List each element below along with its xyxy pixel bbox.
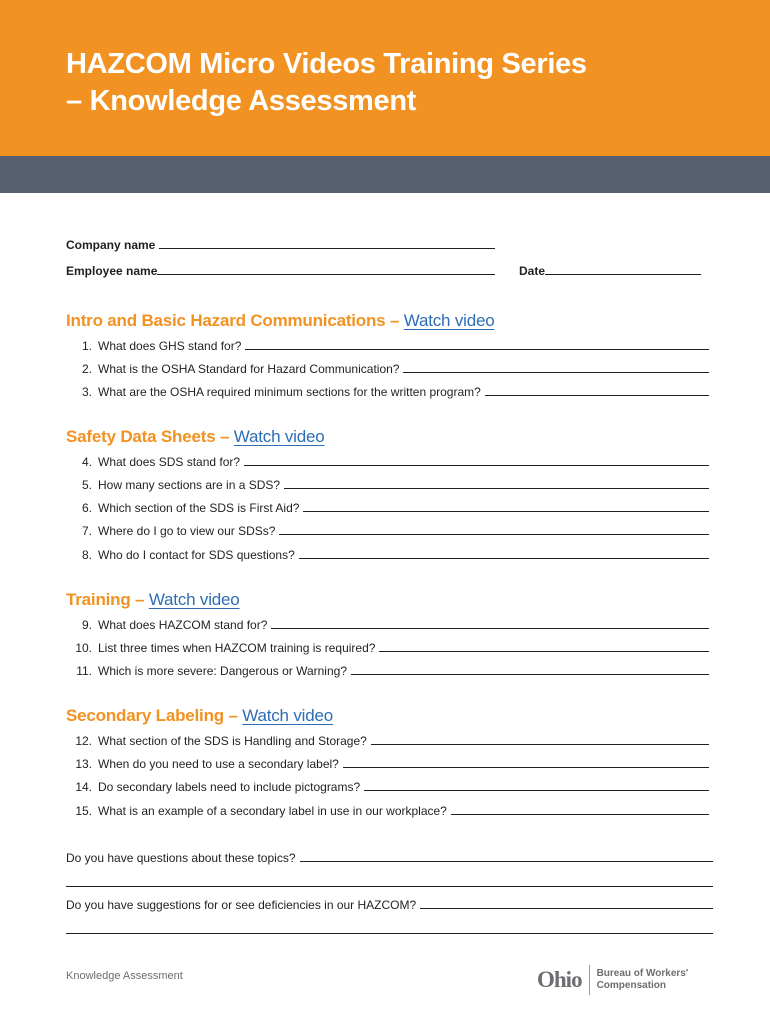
page-title [66,46,587,120]
answer-line[interactable] [271,618,709,629]
question-number: 2. [81,362,92,376]
question-item[interactable] [66,780,709,794]
question-item[interactable] [66,804,709,818]
answer-line[interactable] [279,524,709,535]
bwc-logo-text [597,968,689,992]
section-title-intro [66,311,494,331]
company-line[interactable] [159,238,495,249]
question-text: When do you need to use a secondary label? [98,757,339,771]
section-title-text: Training – [66,590,145,609]
date-line[interactable] [545,264,701,275]
bwc-line-1: Bureau of Workers' [596,968,689,979]
question-number: 12. [75,734,92,748]
suggestions-prompt-field[interactable] [66,898,713,912]
answer-line[interactable] [244,455,709,466]
employee-line[interactable] [157,264,495,275]
questions-prompt-field[interactable] [66,851,713,865]
answer-line[interactable] [284,478,709,489]
question-item[interactable] [66,548,709,562]
question-number: 14. [75,780,92,794]
question-text: Do secondary labels need to include pictograms? [98,780,361,794]
watch-video-link[interactable]: Watch video [403,311,495,330]
question-item[interactable] [66,339,709,353]
suggestions-prompt-text: Do you have suggestions for or see deficiencies in our HAZCOM? [66,898,417,912]
question-text: What section of the SDS is Handling and Storage? [98,734,367,748]
title-line-1: HAZCOM Micro Videos Training Series [66,48,587,80]
question-text: What is the OSHA Standard for Hazard Communication? [98,362,400,376]
question-text: What does SDS stand for? [98,455,241,469]
question-number: 10. [75,641,92,655]
question-text: What does GHS stand for? [98,339,242,353]
section-title-text: Intro and Basic Hazard Communications – [66,311,400,330]
question-number: 4. [81,455,92,469]
question-text: Which is more severe: Dangerous or Warning? [98,664,347,678]
question-text: What is an example of a secondary label in use in our workplace? [98,804,447,818]
title-line-2: – Knowledge Assessment [66,85,417,117]
question-item[interactable] [66,641,709,655]
watch-video-link[interactable]: Watch video [148,590,240,609]
employee-label: Employee name [66,264,158,278]
answer-line[interactable] [299,548,709,559]
question-item[interactable] [66,618,709,632]
question-text: Which section of the SDS is First Aid? [98,501,300,515]
answer-line[interactable] [66,886,713,887]
answer-line[interactable] [371,734,709,745]
question-number: 1. [81,339,92,353]
answer-line[interactable] [300,851,714,862]
answer-line[interactable] [420,898,713,909]
question-number: 11. [76,664,92,678]
answer-line[interactable] [364,780,709,791]
section-title-sds [66,427,325,447]
question-text: What are the OSHA required minimum sections for the written program? [98,385,481,399]
question-item[interactable] [66,734,709,748]
question-number: 15. [75,804,92,818]
section-title-secondary-labeling [66,706,333,726]
question-number: 3. [81,385,92,399]
answer-line[interactable] [403,362,709,373]
answer-line[interactable] [451,804,709,815]
company-label: Company name [66,238,156,252]
logo-divider [589,965,590,995]
question-item[interactable] [66,478,709,492]
question-number: 8. [81,548,92,562]
question-number: 5. [81,478,92,492]
answer-line[interactable] [485,385,709,396]
question-item[interactable] [66,362,709,376]
question-item[interactable] [66,757,709,771]
answer-line[interactable] [66,933,713,934]
answer-line[interactable] [379,641,709,652]
question-text: Where do I go to view our SDSs? [98,524,276,538]
question-item[interactable] [66,524,709,538]
bwc-logo [537,962,688,998]
question-text: How many sections are in a SDS? [98,478,281,492]
question-item[interactable] [66,501,709,515]
date-field[interactable] [519,264,701,278]
watch-video-link[interactable]: Watch video [233,427,325,446]
section-title-training [66,590,240,610]
section-title-text: Secondary Labeling – [66,706,238,725]
ohio-logo-text: Ohio [537,967,582,992]
question-item[interactable] [66,455,709,469]
question-text: List three times when HAZCOM training is required? [98,641,376,655]
question-text: Who do I contact for SDS questions? [98,548,295,562]
question-number: 9. [81,618,92,632]
watch-video-link[interactable]: Watch video [242,706,333,725]
question-number: 6. [81,501,92,515]
answer-line[interactable] [343,757,709,768]
date-label: Date [519,264,546,278]
header-banner [0,0,770,156]
answer-line[interactable] [303,501,709,512]
answer-line[interactable] [351,664,709,675]
footer-text: Knowledge Assessment [66,970,183,982]
question-item[interactable] [66,385,709,399]
bwc-line-2: Compensation [596,980,667,991]
company-field[interactable] [66,238,495,252]
question-number: 13. [75,757,92,771]
questions-prompt-text: Do you have questions about these topics? [66,851,296,865]
question-text: What does HAZCOM stand for? [98,618,268,632]
section-title-text: Safety Data Sheets – [66,427,230,446]
answer-line[interactable] [245,339,709,350]
question-number: 7. [81,524,92,538]
question-item[interactable] [66,664,709,678]
header-band [0,156,770,193]
employee-field[interactable] [66,264,495,278]
